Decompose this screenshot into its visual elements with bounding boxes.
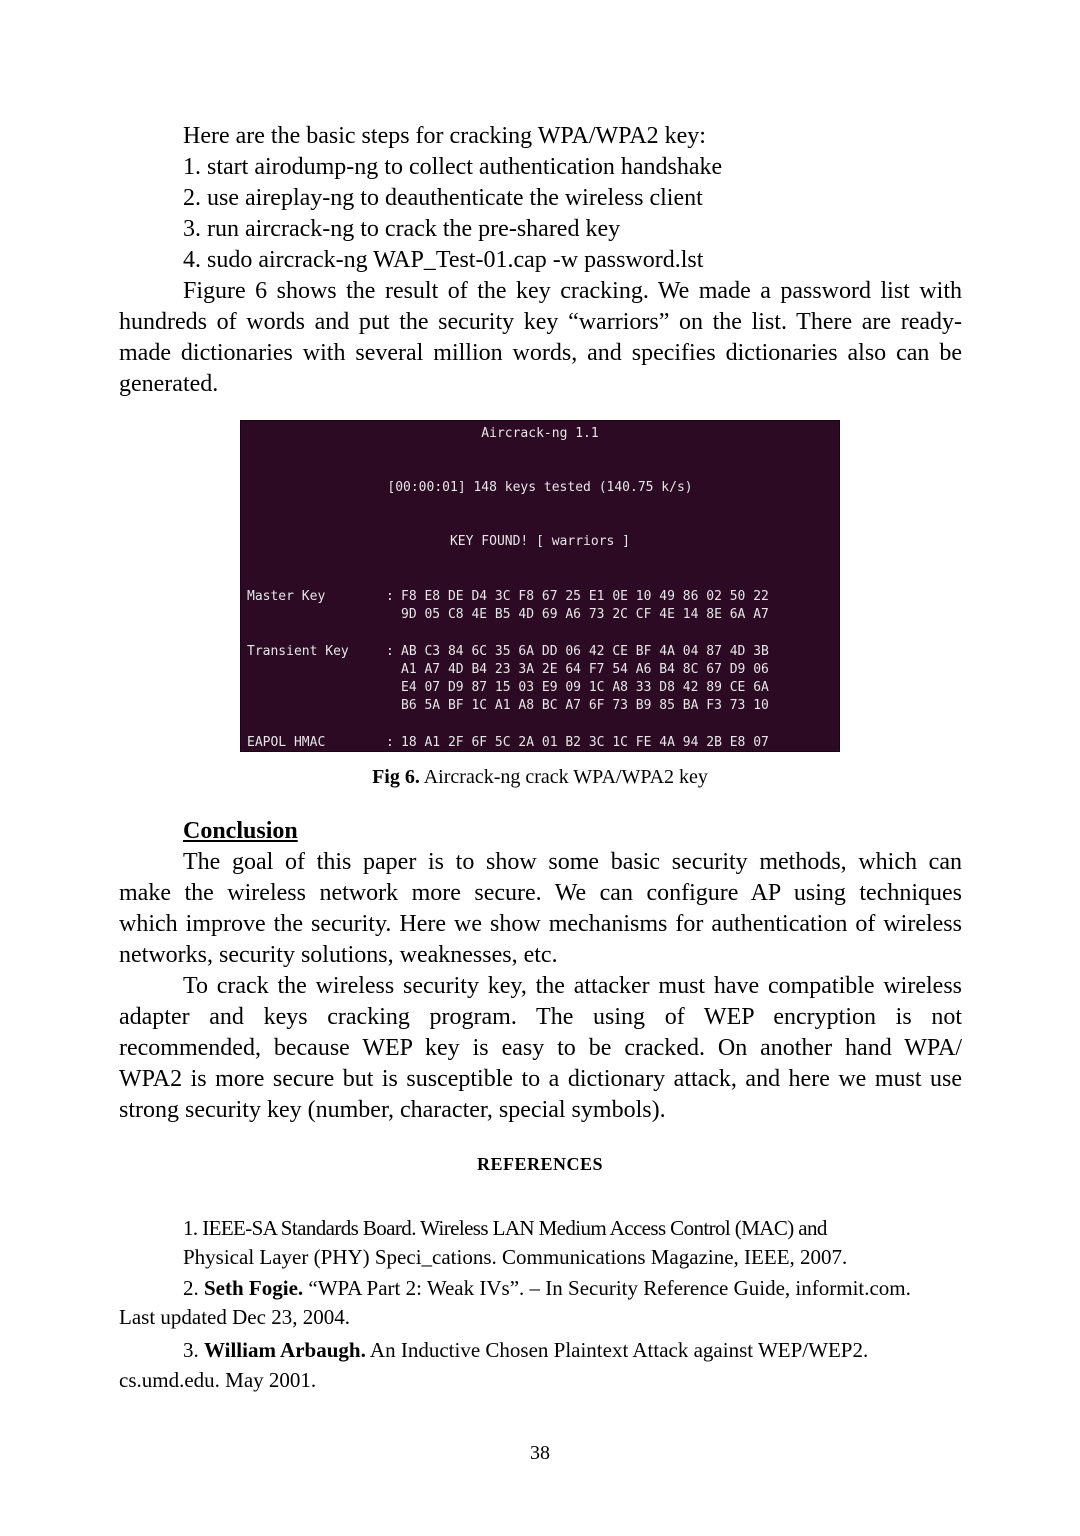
reference-text: An Inductive Chosen Plaintext Attack against WEP/WEP2. <box>365 1338 869 1362</box>
transient-key-row: B6 5A BF 1C A1 A8 BC A7 6F 73 B9 85 BA F3 73 10 <box>401 698 769 713</box>
paragraph-line: strong security key (number, character, special symbols). <box>119 1097 666 1123</box>
eapol-hmac-label: EAPOL HMAC <box>247 735 326 750</box>
terminal-progress: [00:00:01] 148 keys tested (140.75 k/s) <box>387 480 693 495</box>
conclusion-heading: Conclusion <box>183 818 298 844</box>
paragraph-line: which improve the security. Here we show mechanisms for authentication of wireless <box>119 911 962 937</box>
paragraph-line: generated. <box>119 371 219 397</box>
step-item: 1. start airodump-ng to collect authentication handshake <box>183 154 723 180</box>
reference-item: Physical Layer (PHY) Speci_cations. Communications Magazine, IEEE, 2007. <box>183 1245 848 1269</box>
figure-caption-text: Aircrack-ng crack WPA/WPA2 key <box>419 766 708 788</box>
reference-item <box>183 1336 868 1364</box>
figure-caption <box>0 764 1080 790</box>
paragraph-line: WPA2 is more secure but is susceptible to a dictionary attack, and here we must use <box>119 1066 962 1092</box>
terminal-title: Aircrack-ng 1.1 <box>481 426 599 441</box>
reference-item: cs.umd.edu. May 2001. <box>119 1368 317 1392</box>
paragraph-line: made dictionaries with several million words, and specifies dictionaries also can be <box>119 340 962 366</box>
figure-caption-label: Fig 6. <box>372 766 420 788</box>
terminal-key-found: KEY FOUND! [ warriors ] <box>449 534 630 549</box>
aircrack-terminal-figure <box>240 420 840 752</box>
transient-key-label: Transient Key <box>247 644 349 659</box>
steps-title: Here are the basic steps for cracking WPA/WPA2 key: <box>183 123 706 149</box>
step-item: 2. use aireplay-ng to deauthenticate the wireless client <box>183 185 703 211</box>
colon: : <box>386 589 394 604</box>
eapol-hmac-row: 18 A1 2F 6F 5C 2A 01 B2 3C 1C FE 4A 94 2B E8 07 <box>401 735 769 750</box>
paragraph-line: networks, security solutions, weaknesses, etc. <box>119 942 558 968</box>
references-heading: REFERENCES <box>476 1154 604 1174</box>
master-key-row: F8 E8 DE D4 3C F8 67 25 E1 0E 10 49 86 02 50 22 <box>401 589 769 604</box>
step-item: 4. sudo aircrack-ng WAP_Test-01.cap -w password.lst <box>183 247 704 273</box>
reference-item <box>183 1274 911 1302</box>
paragraph-line: Figure 6 shows the result of the key cracking. We made a password list with <box>183 278 962 304</box>
transient-key-row: E4 07 D9 87 15 03 E9 09 1C A8 33 D8 42 89 CE 6A <box>401 680 769 695</box>
page-number: 38 <box>530 1442 550 1464</box>
reference-author: William Arbaugh. <box>204 1338 366 1362</box>
master-key-row: 9D 05 C8 4E B5 4D 69 A6 73 2C CF 4E 14 8E 6A A7 <box>401 607 769 622</box>
transient-key-row: A1 A7 4D B4 23 3A 2E 64 F7 54 A6 B4 8C 67 D9 06 <box>401 662 769 677</box>
reference-item: 1. IEEE-SA Standards Board. Wireless LAN Medium Access Control (MAC) and <box>183 1216 827 1240</box>
colon: : <box>386 735 394 750</box>
paragraph-line: The goal of this paper is to show some basic security methods, which can <box>183 849 962 875</box>
paragraph-line: To crack the wireless security key, the attacker must have compatible wireless <box>183 973 962 999</box>
reference-number: 2. <box>183 1276 204 1300</box>
paragraph-line: adapter and keys cracking program. The using of WEP encryption is not <box>119 1004 962 1030</box>
transient-key-row: AB C3 84 6C 35 6A DD 06 42 CE BF 4A 04 87 4D 3B <box>401 644 769 659</box>
colon: : <box>386 644 394 659</box>
reference-author: Seth Fogie. <box>204 1276 304 1300</box>
master-key-label: Master Key <box>247 589 326 604</box>
step-item: 3. run aircrack-ng to crack the pre-shared key <box>183 216 621 242</box>
paragraph-line: make the wireless network more secure. We can configure AP using techniques <box>119 880 962 906</box>
reference-item: Last updated Dec 23, 2004. <box>119 1305 350 1329</box>
paragraph-line: hundreds of words and put the security key “warriors” on the list. There are ready- <box>119 309 962 335</box>
reference-number: 3. <box>183 1338 204 1362</box>
reference-text: “WPA Part 2: Weak IVs”. – In Security Reference Guide, informit.com. <box>303 1276 911 1300</box>
paragraph-line: recommended, because WEP key is easy to be cracked. On another hand WPA/ <box>119 1035 962 1061</box>
